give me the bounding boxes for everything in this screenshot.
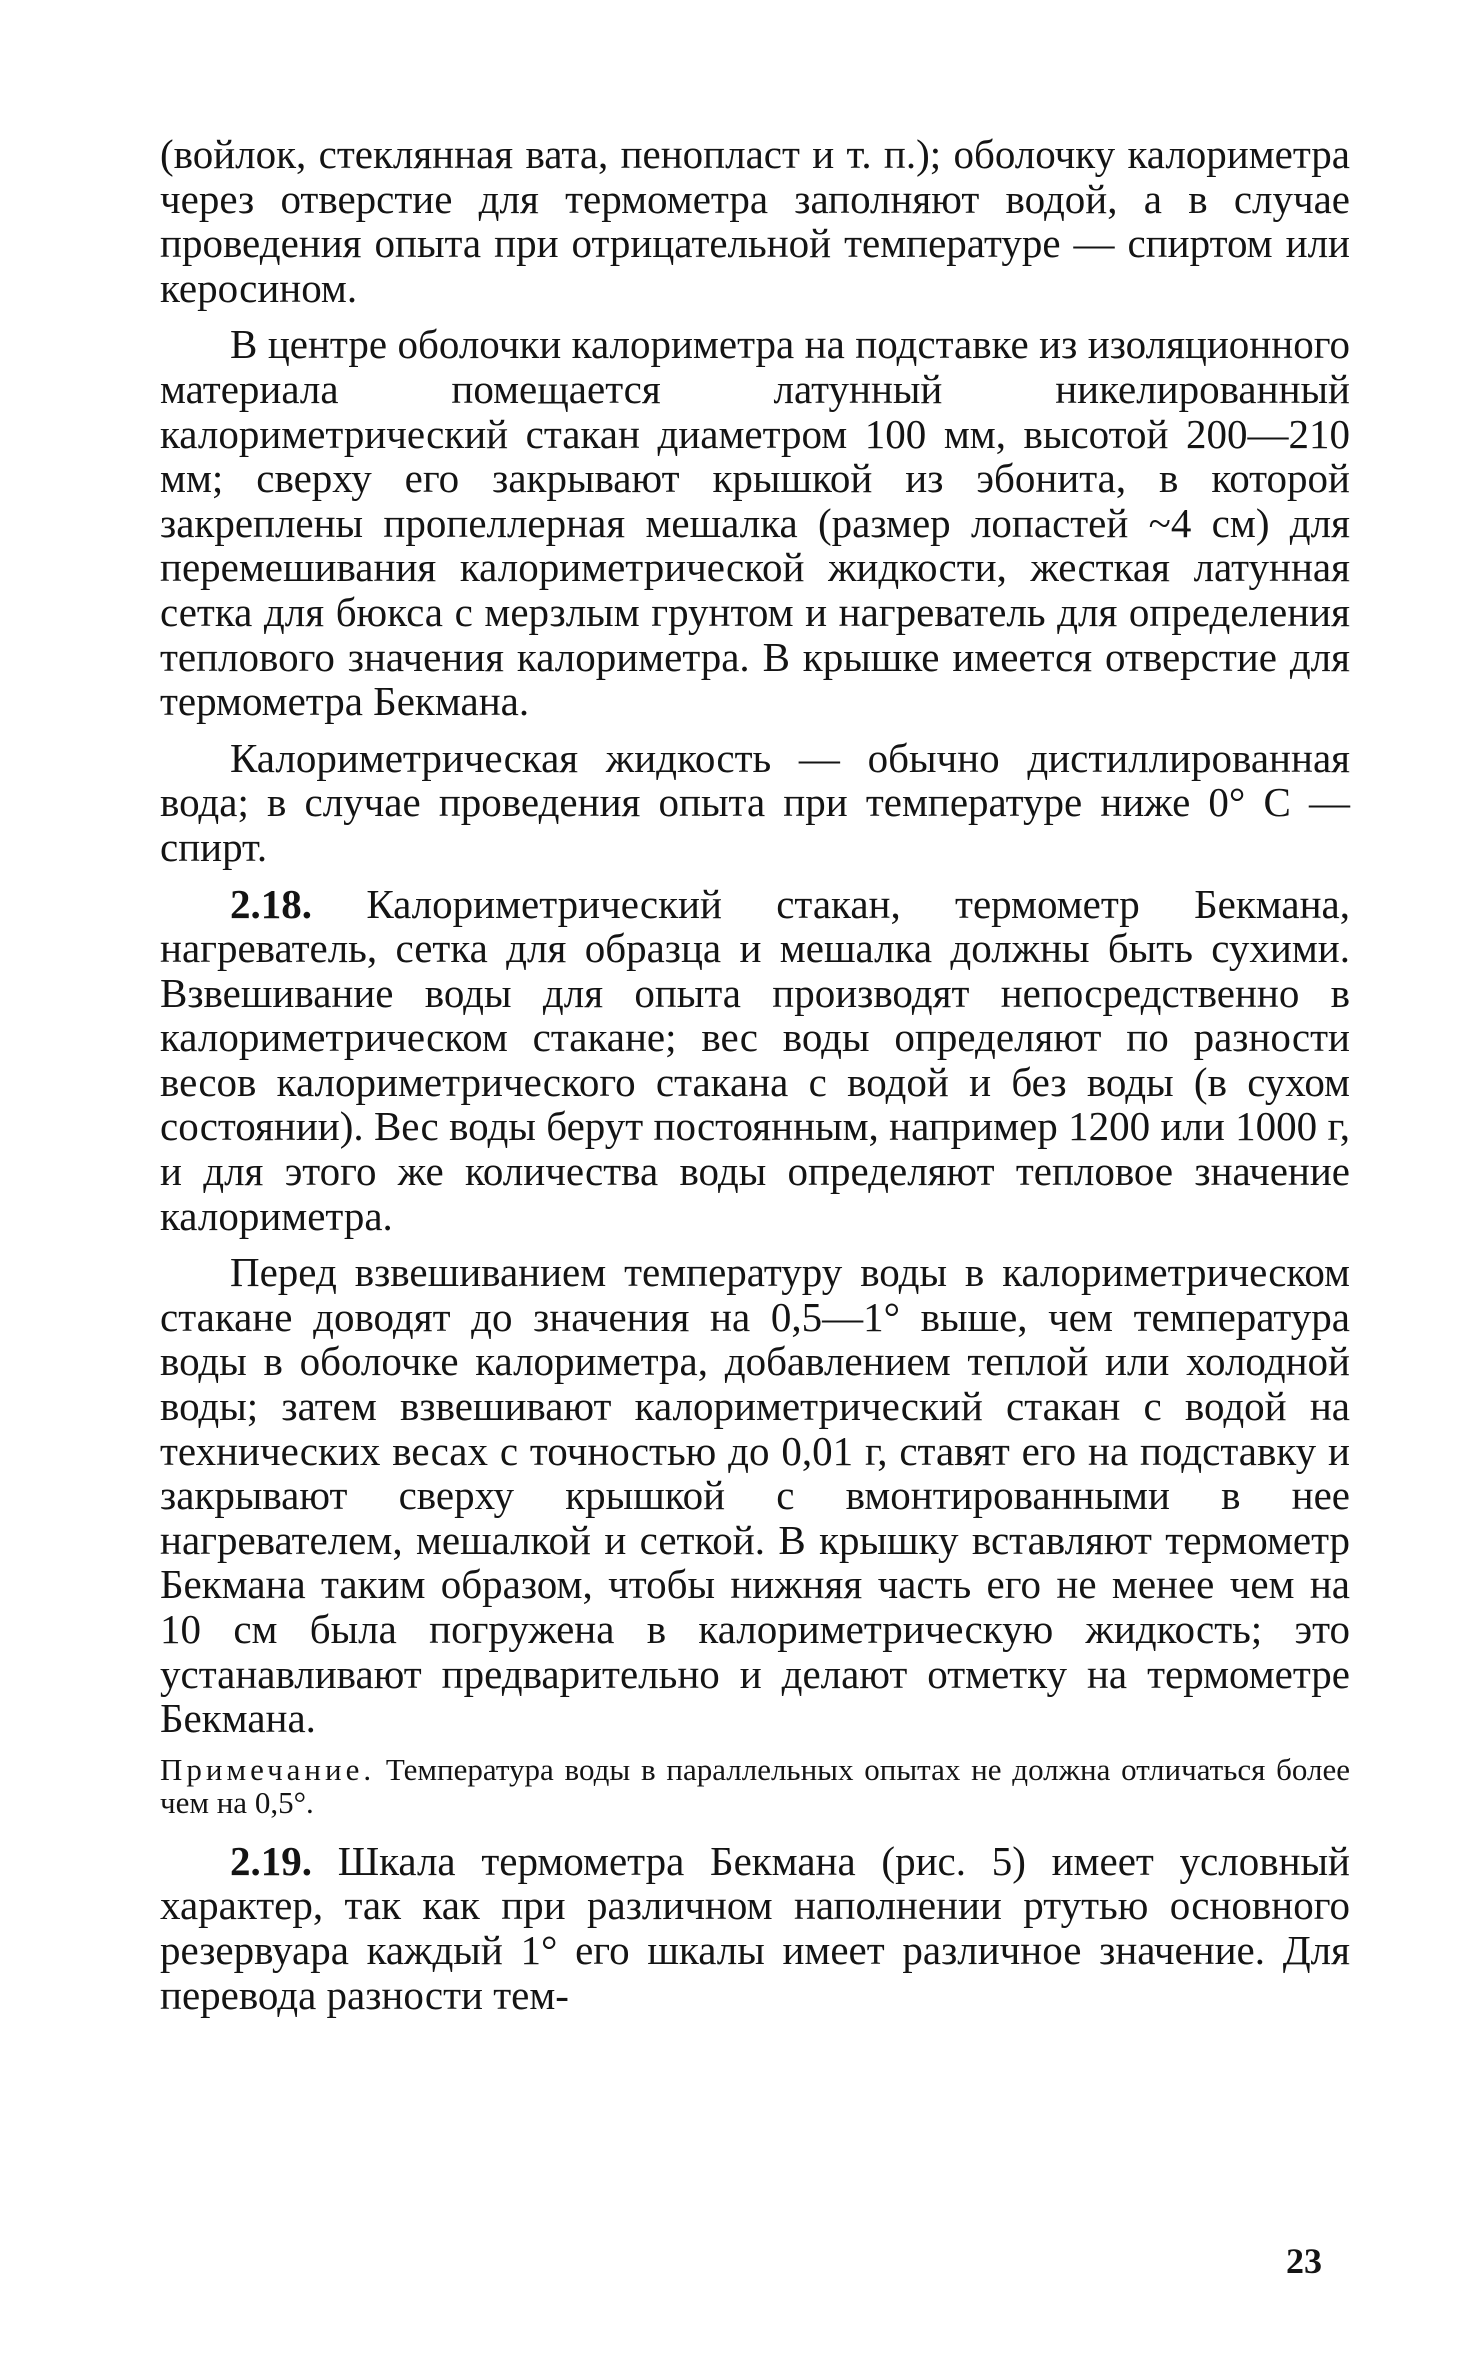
page-body	[160, 132, 1350, 2029]
section-number: 2.18.	[230, 880, 312, 927]
note	[160, 1753, 1350, 1819]
section-number: 2.19.	[230, 1837, 312, 1884]
note-text: Температура воды в параллельных опытах не должна отличаться более чем на 0,5°.	[160, 1751, 1350, 1820]
paragraph-3: Калориметрическая жидкость — обычно дистиллированная вода; в случае проведения опыта при температуре ниже 0° С — спирт.	[160, 734, 1350, 870]
paragraph-5: Перед взвешиванием температуру воды в калориметрическом стакане доводят до значения на 0,5—1° выше, чем температура воды в оболочке калориметра, добавлением теплой или холодной воды; затем взвешивают калориметрический стакан с водой на технических весах с точностью до 0,01 г, ставят его на подставку и закрывают сверху крышкой с вмонтированными в нее нагревателем, мешалкой и сеткой. В крышку вставляют термометр Бекмана таким образом, чтобы нижняя часть его не менее чем на 10 см была погружена в калориметрическую жидкость; это устанавливают предварительно и делают отметку на термометре Бекмана.	[160, 1249, 1350, 1742]
note-label: Примечание.	[160, 1751, 376, 1787]
section-2-18	[160, 882, 1350, 1239]
section-text: Калориметрический стакан, термометр Бекмана, нагреватель, сетка для образца и мешалка должны быть сухими. Взвешивание воды для опыта производят непосредственно в калориметрическом стакане; вес воды определяют по разности весов калориметрического стакана с водой и без воды (в сухом состоянии). Вес воды берут постоянным, например 1200 или 1000 г, и для этого же количества воды определяют тепловое значение калориметра.	[160, 880, 1350, 1239]
paragraph-1: (войлок, стеклянная вата, пенопласт и т. п.); оболочку калориметра через отверстие для термометра заполняют водой, а в случае проведения опыта при отрицательной температуре — спиртом или керосином.	[160, 131, 1350, 311]
paragraph-2: В центре оболочки калориметра на подставке из изоляционного материала помещается латунный никелированный калориметрический стакан диаметром 100 мм, высотой 200—210 мм; сверху его закрывают крышкой из эбонита, в которой закреплены пропеллерная мешалка (размер лопастей ~4 см) для перемешивания калориметрической жидкости, жесткая латунная сетка для бюкса с мерзлым грунтом и нагреватель для определения теплового значения калориметра. В крышке имеется отверстие для термометра Бекмана.	[160, 321, 1350, 725]
section-text: Шкала термометра Бекмана (рис. 5) имеет условный характер, так как при различном наполнении ртутью основного резервуара каждый 1° его шкалы имеет различное значение. Для перевода разности тем-	[160, 1837, 1350, 2018]
section-2-19	[160, 1839, 1350, 2017]
page-number: 23	[1286, 2241, 1322, 2281]
